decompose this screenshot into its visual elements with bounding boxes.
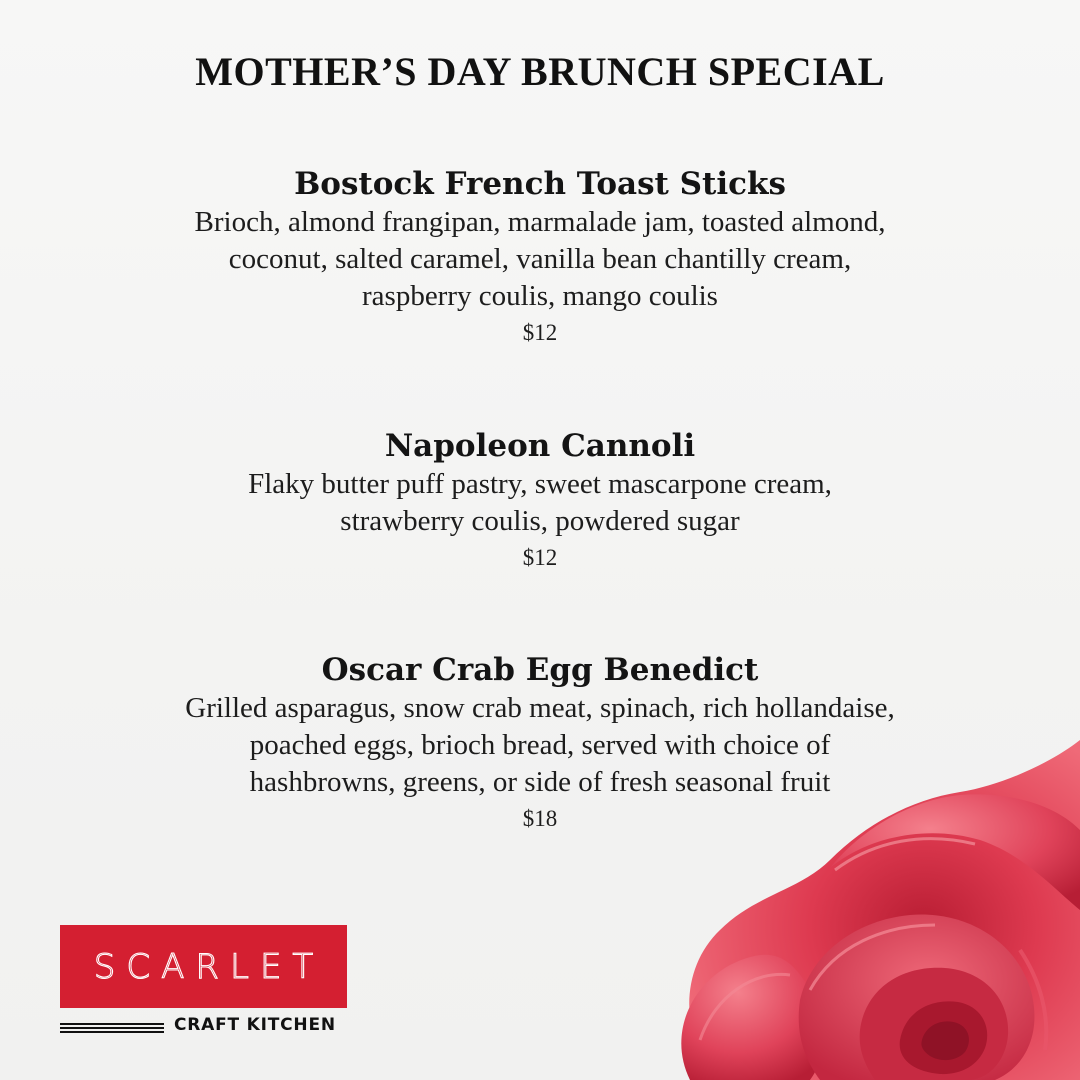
item-price: $12 [522, 545, 558, 570]
item-price: $12 [522, 320, 558, 345]
menu-item [80, 164, 1000, 351]
item-description-line: hashbrowns, greens, or side of fresh seasonal fruit [249, 766, 831, 798]
item-description-line: Brioch, almond frangipan, marmalade jam, toasted almond, [194, 206, 886, 238]
item-description [80, 204, 1000, 315]
item-description-line: poached eggs, brioch bread, served with choice of [249, 729, 831, 761]
rose-image [660, 740, 1080, 1080]
menu-title: MOTHER’S DAY BRUNCH SPECIAL [195, 49, 885, 94]
logo-stripes-icon [60, 1023, 164, 1033]
scarlet-logo [60, 925, 347, 1008]
item-name: Napoleon Cannoli [384, 428, 696, 464]
item-description-line: Grilled asparagus, snow crab meat, spinach, rich hollandaise, [185, 692, 895, 724]
item-name: Bostock French Toast Sticks [294, 166, 786, 202]
logo-wordmark: SCARLET [93, 946, 325, 987]
item-description-line: Flaky butter puff pastry, sweet mascarpone cream, [248, 468, 832, 500]
item-name: Oscar Crab Egg Benedict [321, 652, 759, 688]
logo-subtitle [60, 1014, 350, 1040]
item-price: $18 [522, 806, 558, 831]
item-description [80, 466, 1000, 540]
item-description-line: coconut, salted caramel, vanilla bean chantilly cream, [228, 243, 852, 275]
logo-tagline: CRAFT KITCHEN [174, 1015, 336, 1035]
menu-item [80, 426, 1000, 576]
item-description-line: raspberry coulis, mango coulis [362, 280, 718, 312]
item-description-line: strawberry coulis, powdered sugar [340, 505, 740, 537]
